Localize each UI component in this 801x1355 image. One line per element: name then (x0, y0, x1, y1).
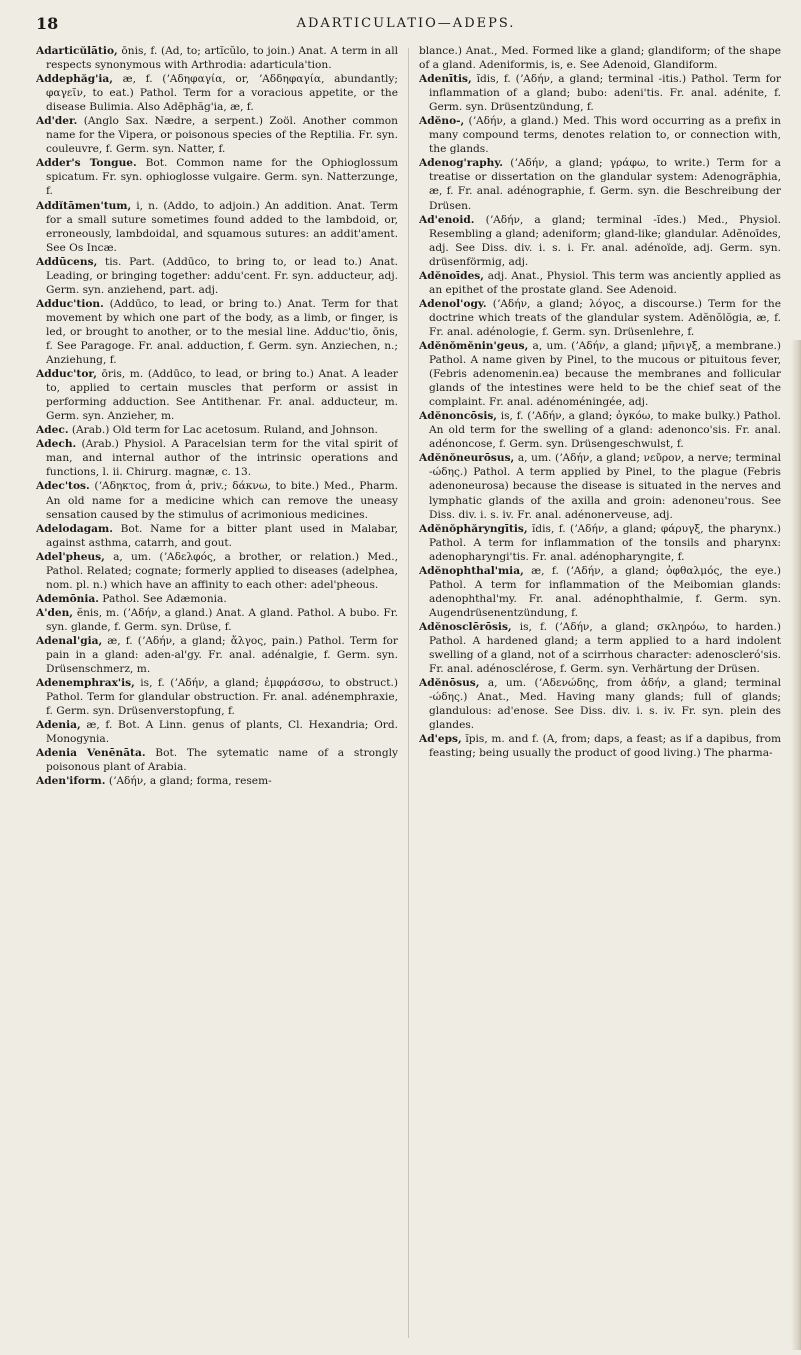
entry-headword: Ademōnia. (36, 592, 99, 605)
entry-definition: (Addūco, to lead, or bring to.) Anat. Term for that movement by which one part of the body, as a limb, or finger, is led, or brought to another, or to the mesial line. Adduc'tio, ōnis, f. See Paragoge. Fr. anal. adduction, f. Germ. syn. Anziechen, n.; Anziehung, f. (46, 297, 398, 367)
dictionary-entry (36, 367, 398, 423)
dictionary-entry (36, 718, 398, 746)
page-edge-shadow (791, 340, 801, 1350)
dictionary-entry (419, 156, 781, 212)
dictionary-entry (36, 522, 398, 550)
entry-headword: Adĕnoncōsis, (419, 410, 497, 423)
dictionary-entry (36, 156, 398, 198)
dictionary-entry (419, 620, 781, 676)
entry-definition: Pathol. See Adæmonia. (98, 592, 227, 605)
dictionary-entry (36, 297, 398, 367)
dictionary-entry (419, 676, 781, 732)
entry-headword: Adel'pheus, (36, 550, 105, 563)
page-header (36, 14, 776, 40)
dictionary-entry (36, 72, 398, 114)
entry-headword: Adelodagam. (36, 522, 113, 535)
entry-headword: Adduc'tor, (36, 368, 97, 381)
dictionary-entry (36, 676, 398, 718)
entry-headword: Addĭtāmen'tum, (36, 199, 132, 212)
dictionary-entry (36, 479, 398, 521)
entry-definition: (Arab.) Old term for Lac acetosum. Ruland, and Johnson. (68, 424, 378, 437)
entry-headword: Adĕnōsus, (419, 677, 480, 690)
entry-definition: is, f. (ʼΑδήν, a gland; ὀγκόω, to make bulky.) Pathol. An old term for the swelling of a gland: adenonco'sis. Fr. anal. adénoncose, f. Germ. syn. Drüsengeschwulst, f. (429, 410, 781, 451)
entry-headword: Adĕnŏneurōsus, (419, 452, 515, 465)
entry-headword: Aden'iform. (36, 775, 106, 788)
entry-definition: a, um. (ʼΑδελφός, a brother, or relation.) Med., Pathol. Related; cognate; formerly applied to diseases (adelphea, nom. pl. n.) which have an affinity to each other: adel'pheous. (46, 550, 398, 591)
entry-definition: (Anglo Sax. Nædre, a serpent.) Zoöl. Another common name for the Vipera, or poisonous species of the Reptilia. Fr. syn. couleuvre, f. Germ. syn. Natter, f. (46, 115, 398, 156)
entry-definition: (ʼΑδήν, a gland; γράφω, to write.) Term for a treatise or dissertation on the glandular system: Adenogrăphia, æ, f. Fr. anal. adénographie, f. Germ. syn. die Beschreibung der Drüsen. (429, 157, 781, 212)
entry-headword: Ad'eps, (419, 733, 462, 746)
dictionary-entry (36, 606, 398, 634)
running-head: ADARTICULATIO—ADEPS. (296, 16, 516, 31)
entry-headword: Addephăg'ia, (36, 73, 113, 86)
entry-definition: i, n. (Addo, to adjoin.) An addition. Anat. Term for a small suture sometimes found added to the lambdoid, or, erroneously, lambdoidal, and squamous sutures: an addit'ament. See Os Incæ. (46, 199, 398, 254)
entry-headword: Addūcens, (36, 255, 98, 268)
entry-headword: Adĕnosclērōsis, (419, 620, 512, 633)
entry-headword: Adĕnophthal'mia, (419, 564, 524, 577)
entry-definition: ĭpis, m. and f. (A, from; daps, a feast; as if a dapibus, from feasting; being usually the product of good living.) The pharma- (429, 733, 781, 760)
right-column (419, 44, 781, 1346)
entry-headword: Adec'tos. (36, 480, 90, 493)
entry-headword: Ad'der. (36, 115, 78, 128)
entry-definition: (ʼΑδήν, a gland; forma, resem- (105, 775, 272, 788)
dictionary-entry (419, 213, 781, 269)
dictionary-entry (419, 564, 781, 620)
entry-headword: Adenia Venēnāta. (36, 747, 146, 760)
dictionary-entry (419, 114, 781, 156)
entry-headword: Adenemphrax'is, (36, 677, 135, 690)
entry-definition: (Arab.) Physiol. A Paracelsian term for the vital spirit of man, and internal author of the intrinsic operations and functions, l. ii. Chirurg. magnæ, c. 13. (46, 438, 398, 479)
entry-definition: is, f. (ʼΑδήν, a gland; ἐμφράσσω, to obstruct.) Pathol. Term for glandular obstruction. Fr. anal. adénemphraxie, f. Germ. syn. Drüsenverstopfung, f. (46, 677, 398, 718)
entry-definition: a, um. (ʼΑδήν, a gland; μῆνιγξ, a membrane.) Pathol. A name given by Pinel, to the mucous or pituitous fever, (Febris adenomenin.ea) because the membranes and follicular glands of the intestines were held to be the chief seat of the complaint. Fr. anal. adénoméningée, adj. (429, 339, 781, 409)
dictionary-entry (419, 339, 781, 409)
dictionary-entry (36, 550, 398, 592)
entry-headword: Adĕnoīdes, (419, 269, 484, 282)
dictionary-entry (36, 423, 398, 437)
dictionary-entry (419, 409, 781, 451)
entry-definition: a, um. (ʼΑδενώδης, from ἀδήν, a gland; terminal -ώδης.) Anat., Med. Having many glands; full of glands; glandulous: ad'enose. See Diss. div. i. s. iv. Fr. syn. plein des glandes. (429, 677, 781, 732)
dictionary-columns (36, 44, 781, 1346)
dictionary-entry (419, 44, 781, 72)
entry-headword: Adec. (36, 424, 69, 437)
entry-headword: Adenal'gia, (36, 634, 103, 647)
entry-definition: (ʼΑδηκτος, from ἀ, priv.; δάκνω, to bite.) Med., Pharm. An old name for a medicine which can remove the uneasy sensation caused by the stimulus of acrimonious medicines. (46, 480, 398, 521)
left-column (36, 44, 398, 1346)
entry-definition: ĭdis, f. (ʼΑδήν, a gland; terminal -itis.) Pathol. Term for inflammation of a gland; bubo: adeni'tis. Fr. anal. adénite, f. Germ. syn. Drüsentzündung, f. (429, 73, 781, 114)
entry-definition: æ, f. (ʼΑδήν, a gland; ἄλγος, pain.) Pathol. Term for pain in a gland: aden-al'gy. Fr. anal. adénalgie, f. Germ. syn. Drüsenschmerz, m. (46, 634, 398, 676)
dictionary-entry (36, 114, 398, 156)
entry-definition: æ, f. (ʼΑδηφαγία, or, ʼΑδδηφαγία, abundantly; φαγεῖν, to eat.) Pathol. Term for a voracious appetite, or the disease Bulimia. Also Adēphăg'ia, æ, f. (46, 73, 398, 114)
dictionary-entry (36, 746, 398, 774)
entry-headword: Adenol'ogy. (419, 297, 487, 310)
entry-definition: Bot. Name for a bitter plant used in Malabar, against asthma, catarrh, and gout. (46, 522, 398, 549)
entry-headword: Adenog'raphy. (419, 157, 503, 170)
dictionary-entry (419, 451, 781, 521)
page-number: 18 (36, 14, 59, 33)
entry-definition: (ʼΑδήν, a gland.) Med. This word occurring as a prefix in many compound terms, denotes relation to, or connection with, the glands. (429, 115, 781, 156)
entry-definition: ōris, m. (Addūco, to lead, or bring to.) Anat. A leader to, applied to certain muscles that perform or assist in performing adduction. See Antithenar. Fr. anal. adducteur, m. Germ. syn. Anzieher, m. (46, 368, 398, 423)
dictionary-entry (419, 297, 781, 339)
dictionary-entry (36, 592, 398, 606)
entry-headword: Ad'enoid. (419, 213, 475, 226)
entry-definition: tis. Part. (Addūco, to bring to, or lead to.) Anat. Leading, or bringing together: addu'cent. Fr. syn. adducteur, adj. Germ. syn. anziehend, part. adj. (46, 255, 398, 296)
entry-definition: æ, f. (ʼΑδήν, a gland; ὀφθαλμός, the eye.) Pathol. A term for inflammation of the Meibomian glands: adenophthal'my. Fr. anal. adénophthalmie, f. Germ. syn. Augendrüsenentzündung, f. (429, 564, 781, 619)
dictionary-entry (419, 269, 781, 297)
entry-definition: adj. Anat., Physiol. This term was anciently applied as an epithet of the prostate gland. See Adenoid. (429, 269, 781, 296)
entry-definition: a, um. (ʼΑδήν, a gland; νεῦρον, a nerve; terminal -ώδης.) Pathol. A term applied by Pinel, to the plague (Febris adenoneurosa) because the disease is situated in the nerves and lymphatic glands of the axilla and groin: adenoneu'rous. See Diss. div. i. s. iv. Fr. anal. adénonerveuse, adj. (429, 452, 781, 521)
dictionary-entry (36, 634, 398, 676)
dictionary-entry (36, 44, 398, 72)
entry-definition: Bot. The sytematic name of a strongly poisonous plant of Arabia. (46, 747, 398, 774)
entry-headword: Adenia, (36, 719, 81, 732)
entry-definition: æ, f. Bot. A Linn. genus of plants, Cl. Hexandria; Ord. Monogynia. (46, 719, 398, 746)
entry-definition: is, f. (ʼΑδήν, a gland; σκληρόω, to harden.) Pathol. A hardened gland; a term applied to a hard indolent swelling of a gland, not of a scirrhous character: adenoscleró'sis. Fr. anal. adénosclérose, f. Germ. syn. Verhärtung der Drüsen. (429, 620, 781, 676)
dictionary-entry (419, 522, 781, 564)
dictionary-entry (36, 437, 398, 479)
dictionary-entry (419, 732, 781, 760)
column-divider (408, 48, 409, 1338)
entry-headword: Adenītis, (419, 73, 472, 86)
dictionary-entry (36, 199, 398, 255)
entry-definition: ĕnis, m. (ʼΑδήν, a gland.) Anat. A gland. Pathol. A bubo. Fr. syn. glande, f. Germ. syn. Drüse, f. (46, 606, 398, 633)
dictionary-entry (419, 72, 781, 114)
entry-definition: ĭdis, f. (ʼΑδήν, a gland; φάρυγξ, the pharynx.) Pathol. A term for inflammation of the tonsils and pharynx: adenopharyngi'tis. Fr. anal. adénopharyngite, f. (429, 522, 781, 563)
entry-headword: Adder's Tongue. (36, 157, 137, 170)
entry-definition: (ʼΑδήν, a gland; terminal -ĭdes.) Med., Physiol. Resembling a gland; adeniform; gland-like; glandular. Adĕnoīdes, adj. See Diss. div. i. s. i. Fr. anal. adénoïde, adj. Germ. syn. drüsenförmig, adj. (429, 213, 781, 268)
entry-definition: Bot. Common name for the Ophioglossum spicatum. Fr. syn. ophioglosse vulgaire. Germ. syn. Natterzunge, f. (46, 157, 398, 198)
entry-headword: Adĕnŏmĕnin'geus, (419, 339, 529, 352)
entry-headword: Adech. (36, 438, 77, 451)
entry-definition: (ʼΑδήν, a gland; λόγος, a discourse.) Term for the doctrine which treats of the glandular system. Adĕnŏlŏgia, æ, f. Fr. anal. adénologie, f. Germ. syn. Drüsenlehre, f. (429, 297, 781, 338)
dictionary-entry (36, 774, 398, 788)
dictionary-entry (36, 255, 398, 297)
entry-headword: Adĕno-, (419, 115, 465, 128)
entry-headword: Adduc'tion. (36, 297, 104, 310)
entry-headword: Adarticŭlātio, (36, 45, 118, 57)
entry-headword: A'den, (36, 606, 74, 619)
entry-definition: ōnis, f. (Ad, to; artĭcŭlo, to join.) Anat. A term in all respects synonymous with Arthrodia: adarticula'tion. (46, 45, 398, 72)
entry-headword: Adĕnŏphăryngītis, (419, 522, 528, 535)
entry-definition: blance.) Anat., Med. Formed like a gland; glandiform; of the shape of a gland. Adeniformis, is, e. See Adenoid, Glandiform. (419, 45, 781, 72)
